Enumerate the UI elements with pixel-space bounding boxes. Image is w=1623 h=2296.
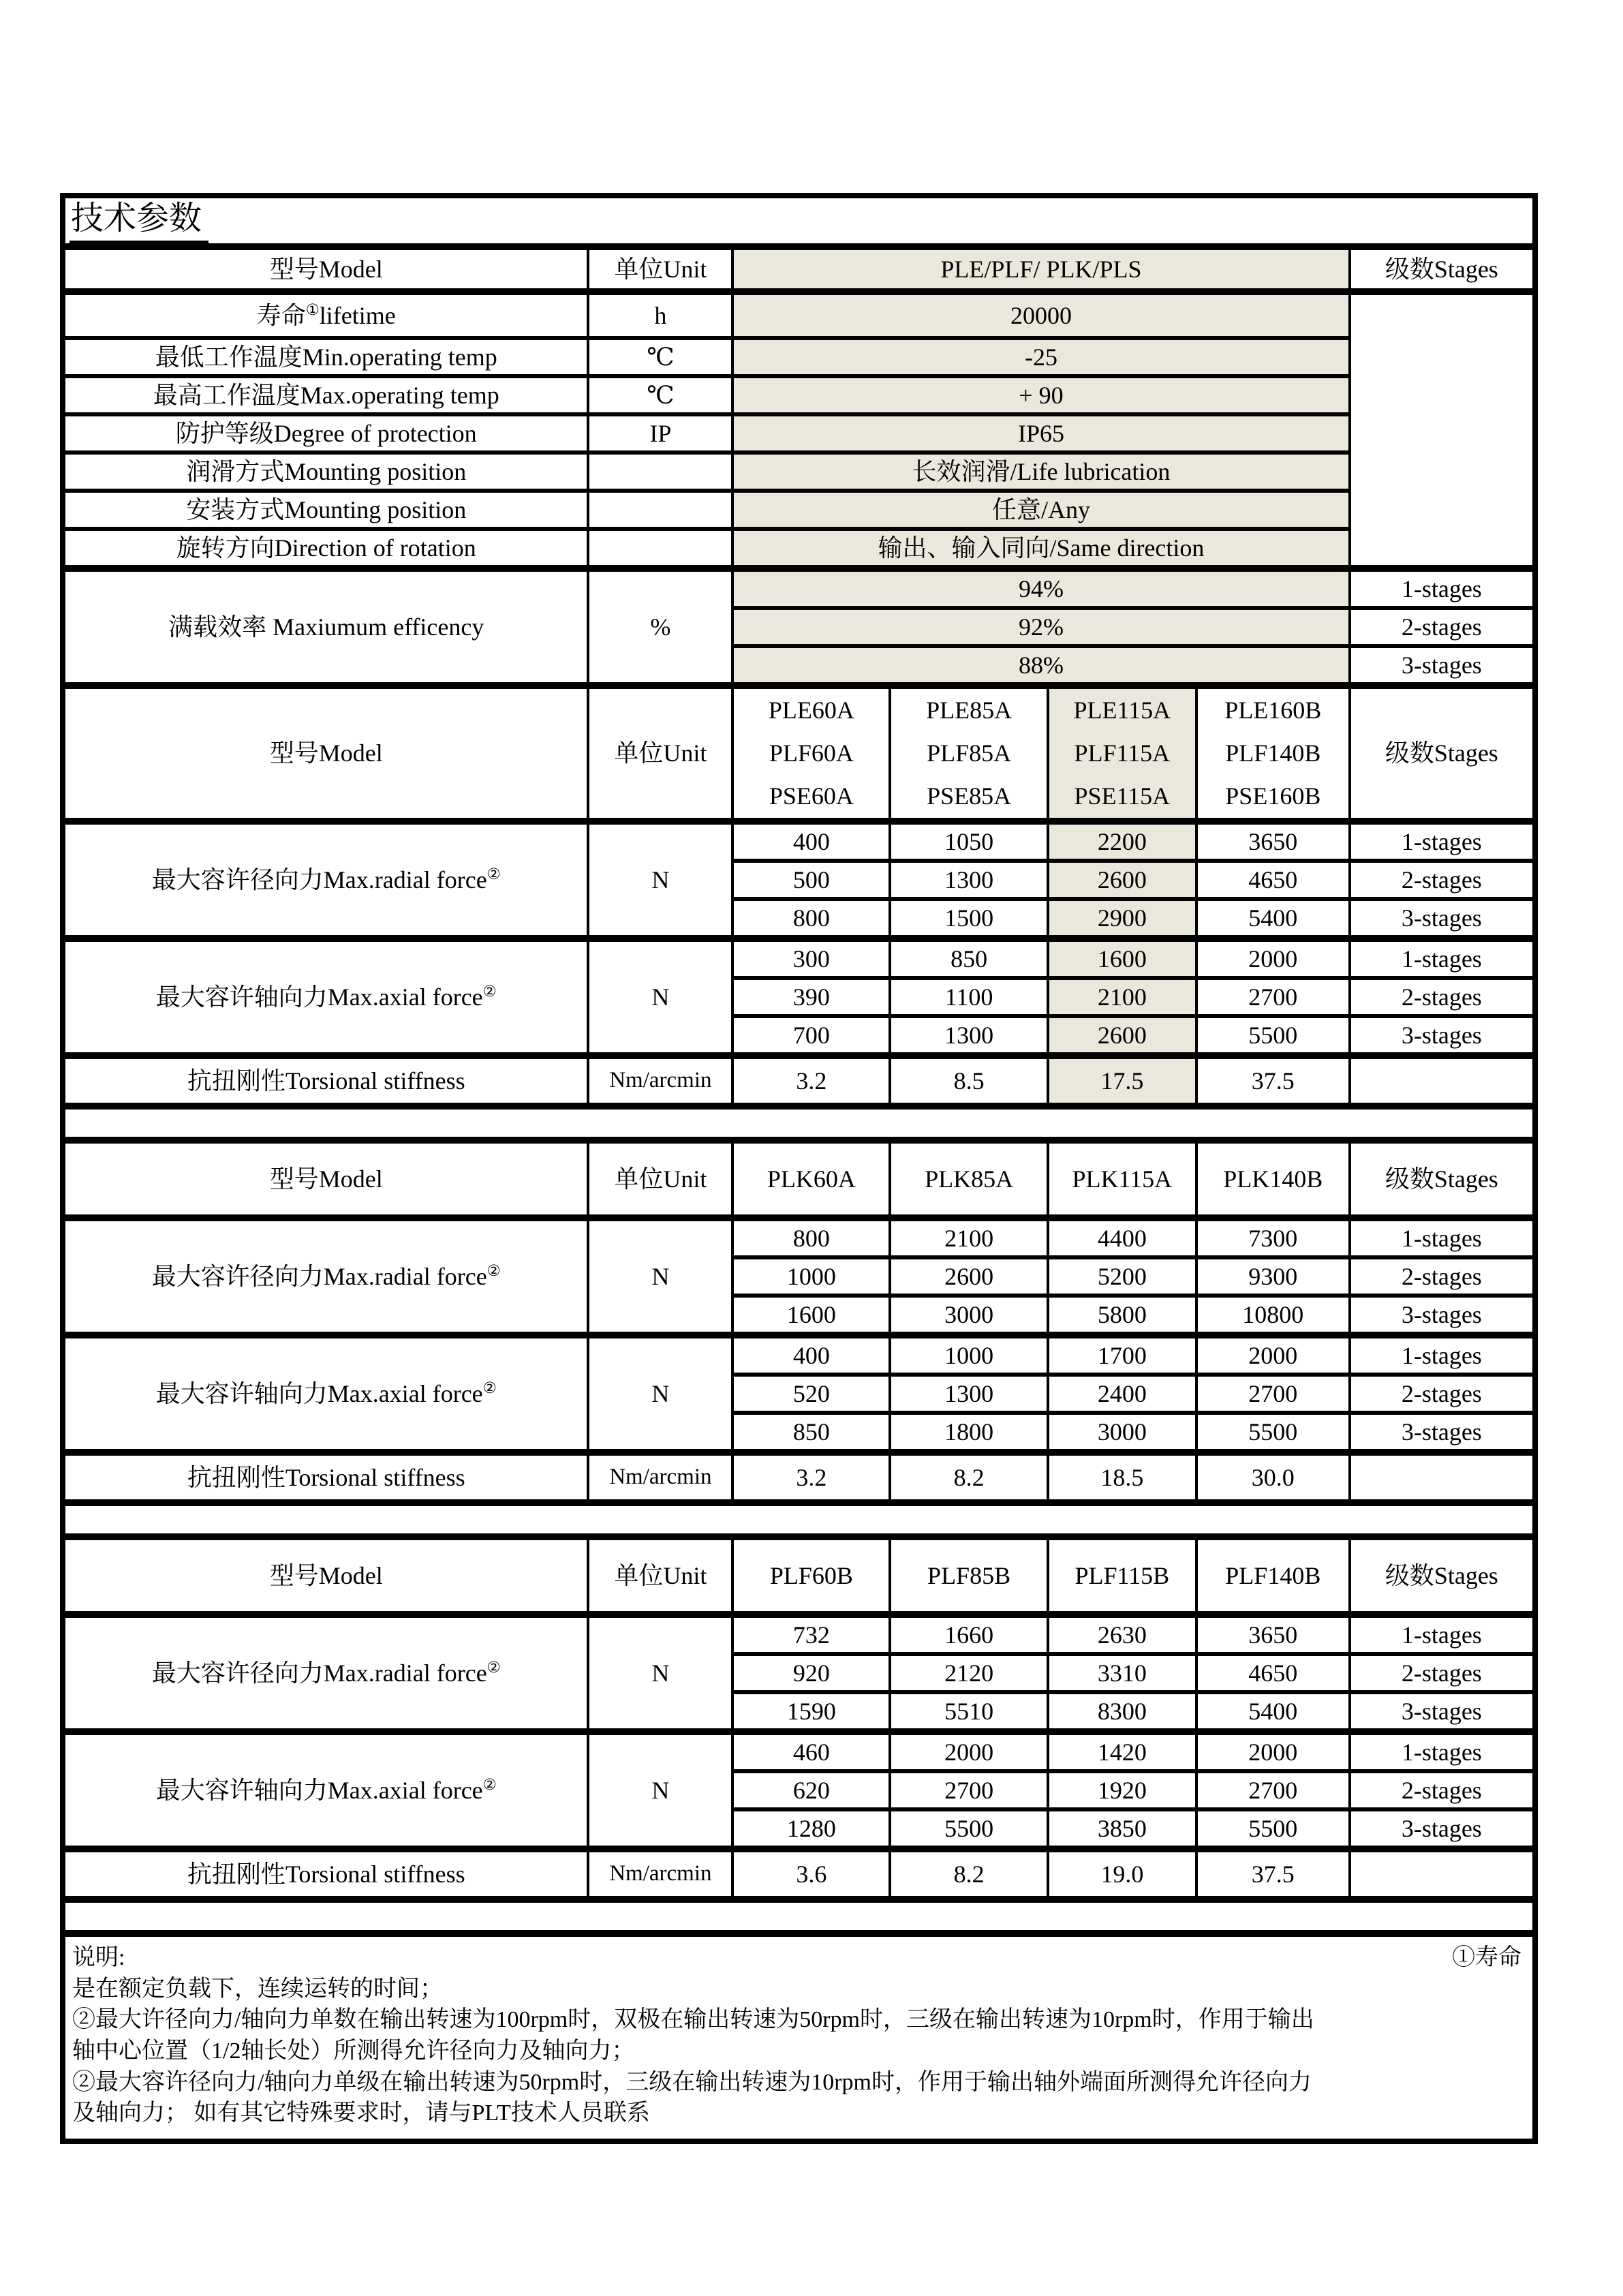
lifetime-label: 寿命①lifetime (63, 292, 588, 338)
value-cell: 1700 (1048, 1335, 1196, 1375)
value-cell: 92% (732, 608, 1349, 646)
label-cell: 最高工作温度Max.operating temp (63, 376, 588, 414)
value-cell: 5500 (1196, 1413, 1350, 1452)
axial-force-label: 最大容许轴向力Max.axial force② (63, 938, 588, 1056)
footnote-2-mark: ② (486, 1261, 501, 1279)
value-cell: 5400 (1196, 1692, 1350, 1732)
value-cell: 输出、输入同向/Same direction (732, 529, 1349, 568)
value-cell: 4650 (1196, 1654, 1350, 1692)
radial-force-label: 最大容许径向力Max.radial force② (63, 1614, 588, 1732)
plf-radial-row-1 (63, 1614, 1535, 1654)
stages-cell: 2-stages (1350, 1375, 1535, 1413)
stages-cell: 1-stages (1350, 1614, 1535, 1654)
tech-params-table (60, 193, 1538, 2144)
axial-force-label: 最大容许轴向力Max.axial force② (63, 1335, 588, 1452)
value-cell: 37.5 (1196, 1056, 1350, 1106)
value-cell: 4650 (1196, 861, 1350, 899)
value-cell: 5500 (1196, 1809, 1350, 1849)
value-cell: 1280 (732, 1809, 890, 1849)
value-cell: 5200 (1048, 1257, 1196, 1296)
model-cell: PLE85A PLF85A PSE85A (890, 686, 1047, 821)
unit-header-cell: 单位Unit (588, 1537, 732, 1614)
value-cell: 5500 (890, 1809, 1047, 1849)
stages-blank-cell (1350, 1452, 1535, 1503)
unit-cell: h (588, 292, 732, 338)
stages-header-cell: 级数Stages (1350, 247, 1535, 292)
page-title: 技术参数 (69, 198, 208, 243)
stiffness-label: 抗扭刚性Torsional stiffness (63, 1849, 588, 1899)
radial-force-label: 最大容许径向力Max.radial force② (63, 821, 588, 938)
footnote-2-mark: ② (482, 982, 497, 1000)
unit-cell: N (588, 1218, 732, 1335)
value-cell: 500 (732, 861, 890, 899)
value-cell: 620 (732, 1771, 890, 1809)
plf-stiffness-row (63, 1849, 1535, 1899)
note-line: 轴中心位置（1/2轴长处）所测得允许径向力及轴向力； (72, 2038, 635, 2064)
value-cell: 2100 (890, 1218, 1047, 1257)
value-cell: -25 (732, 338, 1349, 376)
value-cell: 1590 (732, 1692, 890, 1732)
plk-axial-row-1 (63, 1335, 1535, 1375)
label-cell: 防护等级Degree of protection (63, 414, 588, 453)
model-cell: PLF140B (1196, 1537, 1350, 1614)
model-header-cell: 型号Model (63, 247, 588, 292)
efficiency-label: 满载效率 Maxiumum efficency (63, 568, 588, 686)
table-title-cell (63, 196, 1535, 247)
unit-cell (588, 453, 732, 491)
footnote-2-mark: ② (486, 865, 501, 883)
value-cell: 2600 (890, 1257, 1047, 1296)
model-cell: PLF60B (732, 1537, 890, 1614)
unit-header-cell: 单位Unit (588, 1140, 732, 1218)
stages-blank-cell (1350, 292, 1535, 568)
footnote-1-mark: ① (305, 301, 320, 318)
value-cell: 520 (732, 1375, 890, 1413)
model-header-cell: 型号Model (63, 1140, 588, 1218)
value-cell: 2000 (890, 1732, 1047, 1771)
value-cell: 1660 (890, 1614, 1047, 1654)
model-cell: PLK60A (732, 1140, 890, 1218)
block-separator (63, 1503, 1535, 1537)
separator-cell (63, 1899, 1535, 1933)
value-cell: 2700 (890, 1771, 1047, 1809)
model-cell: PLE160B PLF140B PSE160B (1196, 686, 1350, 821)
stiffness-label: 抗扭刚性Torsional stiffness (63, 1056, 588, 1106)
label-cell: 最低工作温度Min.operating temp (63, 338, 588, 376)
value-cell: 400 (732, 821, 890, 861)
value-cell: 800 (732, 899, 890, 938)
stages-cell: 3-stages (1350, 1809, 1535, 1849)
value-cell: 17.5 (1048, 1056, 1196, 1106)
value-cell: 30.0 (1196, 1452, 1350, 1503)
separator-cell (63, 1106, 1535, 1140)
value-cell: 1800 (890, 1413, 1047, 1452)
unit-cell (588, 529, 732, 568)
value-cell: 3850 (1048, 1809, 1196, 1849)
note-line: ②最大容许径向力/轴向力单级在输出转速为50rpm时，三级在输出转速为10rpm时，作用于输出轴外端面所测得允许径向力 (72, 2069, 1312, 2095)
stages-header-cell: 级数Stages (1350, 1140, 1535, 1218)
max-temp-row (63, 376, 1535, 414)
value-cell: 1920 (1048, 1771, 1196, 1809)
radial-force-label: 最大容许径向力Max.radial force② (63, 1218, 588, 1335)
value-cell: 1500 (890, 899, 1047, 938)
notes-label: 说明: (72, 1945, 125, 1970)
rotation-row (63, 529, 1535, 568)
value-cell: 2200 (1048, 821, 1196, 861)
value-cell: 2600 (1048, 1016, 1196, 1056)
value-cell: 1000 (890, 1335, 1047, 1375)
value-cell: 8.2 (890, 1452, 1047, 1503)
stages-cell: 1-stages (1350, 1335, 1535, 1375)
value-cell: 390 (732, 978, 890, 1016)
note-line: 及轴向力； 如有其它特殊要求时，请与PLT技术人员联系 (72, 2100, 650, 2126)
note-line: ②最大许径向力/轴向力单数在输出转速为100rpm时，双极在输出转速为50rpm时，三级在输出转速为10rpm时，作用于输出 (72, 2007, 1314, 2033)
value-cell: 3.2 (732, 1056, 890, 1106)
title-row (63, 196, 1535, 247)
protection-row (63, 414, 1535, 453)
value-cell: 4400 (1048, 1218, 1196, 1257)
model-cell: PLF85B (890, 1537, 1047, 1614)
notes-cell (63, 1933, 1535, 2141)
value-cell: 2700 (1196, 1375, 1350, 1413)
unit-cell: IP (588, 414, 732, 453)
value-cell: 460 (732, 1732, 890, 1771)
stages-cell: 3-stages (1350, 646, 1535, 686)
block-separator (63, 1106, 1535, 1140)
plk-stiffness-row (63, 1452, 1535, 1503)
footnote-2-mark: ② (486, 1658, 501, 1676)
model-cell-highlighted: PLE115A PLF115A PSE115A (1048, 686, 1196, 821)
unit-cell: N (588, 938, 732, 1056)
unit-cell: Nm/arcmin (588, 1452, 732, 1503)
value-cell: 长效润滑/Life lubrication (732, 453, 1349, 491)
model-cell: PLK140B (1196, 1140, 1350, 1218)
series-header-cell: PLE/PLF/ PLK/PLS (732, 247, 1349, 292)
value-cell: 2700 (1196, 1771, 1350, 1809)
model-header-cell: 型号Model (63, 686, 588, 821)
value-cell: 850 (732, 1413, 890, 1452)
unit-cell: Nm/arcmin (588, 1849, 732, 1899)
note-line: 是在额定负载下，连续运转的时间； (72, 1976, 443, 2002)
separator-cell (63, 1503, 1535, 1537)
stages-cell: 2-stages (1350, 1654, 1535, 1692)
stages-blank-cell (1350, 1849, 1535, 1899)
stages-blank-cell (1350, 1056, 1535, 1106)
lubrication-row (63, 453, 1535, 491)
value-cell: 2000 (1196, 1335, 1350, 1375)
plf-axial-row-1 (63, 1732, 1535, 1771)
value-cell: 2000 (1196, 938, 1350, 978)
value-cell: 5510 (890, 1692, 1047, 1732)
value-cell: 1420 (1048, 1732, 1196, 1771)
lifetime-row (63, 292, 1535, 338)
stages-cell: 1-stages (1350, 1732, 1535, 1771)
unit-cell: N (588, 821, 732, 938)
value-cell: 1300 (890, 861, 1047, 899)
model-cell: PLE60A PLF60A PSE60A (732, 686, 890, 821)
value-cell: IP65 (732, 414, 1349, 453)
value-cell: 3000 (1048, 1413, 1196, 1452)
value-cell: 2600 (1048, 861, 1196, 899)
unit-cell: N (588, 1732, 732, 1849)
notes-lifetime-ref: ①寿命 (1452, 1945, 1521, 1970)
value-cell: 2700 (1196, 978, 1350, 1016)
ple-header-row (63, 686, 1535, 821)
value-cell: 8300 (1048, 1692, 1196, 1732)
stages-cell: 3-stages (1350, 899, 1535, 938)
general-header-row (63, 247, 1535, 292)
value-cell: 2120 (890, 1654, 1047, 1692)
value-cell: 8.5 (890, 1056, 1047, 1106)
value-cell: 2630 (1048, 1614, 1196, 1654)
stages-header-cell: 级数Stages (1350, 1537, 1535, 1614)
block-separator (63, 1899, 1535, 1933)
stages-cell: 3-stages (1350, 1413, 1535, 1452)
value-cell: 8.2 (890, 1849, 1047, 1899)
stages-cell: 3-stages (1350, 1016, 1535, 1056)
value-cell: 1600 (732, 1296, 890, 1335)
value-cell: 400 (732, 1335, 890, 1375)
axial-force-label: 最大容许轴向力Max.axial force② (63, 1732, 588, 1849)
unit-cell: Nm/arcmin (588, 1056, 732, 1106)
stages-cell: 3-stages (1350, 1692, 1535, 1732)
footnote-2-mark: ② (482, 1379, 497, 1396)
plk-radial-row-1 (63, 1218, 1535, 1257)
value-cell: 2900 (1048, 899, 1196, 938)
model-cell: PLF115B (1048, 1537, 1196, 1614)
value-cell: 1100 (890, 978, 1047, 1016)
plk-header-row (63, 1140, 1535, 1218)
value-cell: 3310 (1048, 1654, 1196, 1692)
notes-row (63, 1933, 1535, 2141)
value-cell: 7300 (1196, 1218, 1350, 1257)
stages-cell: 1-stages (1350, 821, 1535, 861)
stages-header-cell: 级数Stages (1350, 686, 1535, 821)
plf-header-row (63, 1537, 1535, 1614)
value-cell: 3.2 (732, 1452, 890, 1503)
value-cell: 3650 (1196, 821, 1350, 861)
stages-cell: 2-stages (1350, 1257, 1535, 1296)
stages-cell: 3-stages (1350, 1296, 1535, 1335)
value-cell: 300 (732, 938, 890, 978)
label-cell: 旋转方向Direction of rotation (63, 529, 588, 568)
spec-sheet (60, 193, 1538, 2144)
unit-cell: N (588, 1614, 732, 1732)
value-cell: 18.5 (1048, 1452, 1196, 1503)
value-cell: 3.6 (732, 1849, 890, 1899)
notes-heading (72, 1942, 1521, 1974)
value-cell: 10800 (1196, 1296, 1350, 1335)
stages-cell: 2-stages (1350, 608, 1535, 646)
value-cell: 1000 (732, 1257, 890, 1296)
value-cell: 1050 (890, 821, 1047, 861)
label-cell: 润滑方式Mounting position (63, 453, 588, 491)
value-cell: 5800 (1048, 1296, 1196, 1335)
value-cell: 任意/Any (732, 491, 1349, 529)
stages-cell: 1-stages (1350, 568, 1535, 608)
value-cell: 800 (732, 1218, 890, 1257)
model-cell: PLK115A (1048, 1140, 1196, 1218)
unit-header-cell: 单位Unit (588, 686, 732, 821)
footnote-2-mark: ② (482, 1775, 497, 1793)
unit-cell: N (588, 1335, 732, 1452)
value-cell: 920 (732, 1654, 890, 1692)
value-cell: 3000 (890, 1296, 1047, 1335)
value-cell: 700 (732, 1016, 890, 1056)
efficiency-row-1 (63, 568, 1535, 608)
ple-stiffness-row (63, 1056, 1535, 1106)
stiffness-label: 抗扭刚性Torsional stiffness (63, 1452, 588, 1503)
model-header-cell: 型号Model (63, 1537, 588, 1614)
ple-axial-row-1 (63, 938, 1535, 978)
value-cell: 1300 (890, 1016, 1047, 1056)
value-cell: 9300 (1196, 1257, 1350, 1296)
stages-cell: 2-stages (1350, 861, 1535, 899)
model-cell: PLK85A (890, 1140, 1047, 1218)
ple-radial-row-1 (63, 821, 1535, 861)
value-cell: 94% (732, 568, 1349, 608)
value-cell: 1600 (1048, 938, 1196, 978)
value-cell: 1300 (890, 1375, 1047, 1413)
value-cell: 2000 (1196, 1732, 1350, 1771)
value-cell: 3650 (1196, 1614, 1350, 1654)
value-cell: 88% (732, 646, 1349, 686)
unit-header-cell: 单位Unit (588, 247, 732, 292)
stages-cell: 1-stages (1350, 1218, 1535, 1257)
value-cell: 732 (732, 1614, 890, 1654)
value-cell: 850 (890, 938, 1047, 978)
value-cell: 20000 (732, 292, 1349, 338)
unit-cell: ℃ (588, 338, 732, 376)
min-temp-row (63, 338, 1535, 376)
value-cell: 19.0 (1048, 1849, 1196, 1899)
value-cell: 5400 (1196, 899, 1350, 938)
mounting-row (63, 491, 1535, 529)
value-cell: 2100 (1048, 978, 1196, 1016)
value-cell: 2400 (1048, 1375, 1196, 1413)
unit-cell: % (588, 568, 732, 686)
unit-cell: ℃ (588, 376, 732, 414)
stages-cell: 2-stages (1350, 1771, 1535, 1809)
value-cell: 37.5 (1196, 1849, 1350, 1899)
unit-cell (588, 491, 732, 529)
stages-cell: 1-stages (1350, 938, 1535, 978)
label-cell: 安装方式Mounting position (63, 491, 588, 529)
stages-cell: 2-stages (1350, 978, 1535, 1016)
value-cell: + 90 (732, 376, 1349, 414)
value-cell: 5500 (1196, 1016, 1350, 1056)
